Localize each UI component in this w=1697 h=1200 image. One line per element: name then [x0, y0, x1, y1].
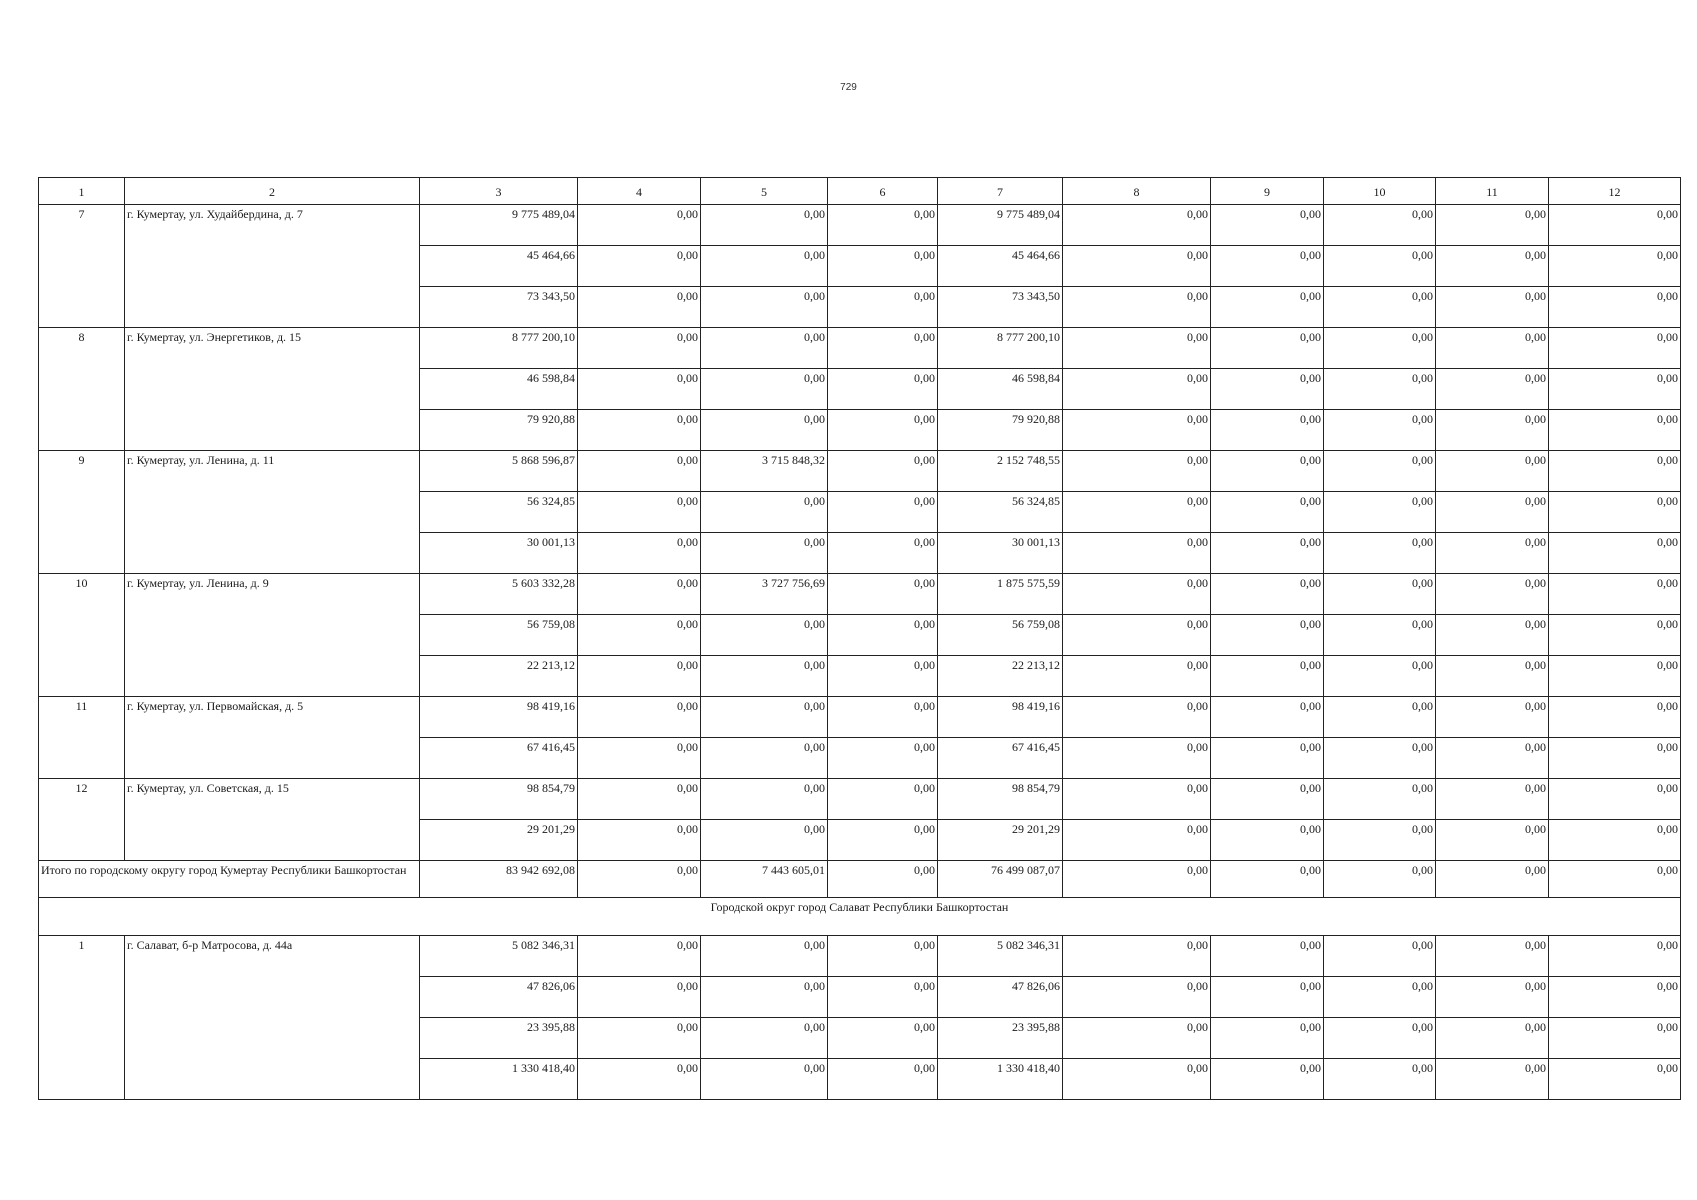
value-cell: 23 395,88	[938, 1018, 1063, 1059]
value-cell: 0,00	[578, 1059, 701, 1100]
value-cell: 0,00	[828, 1018, 938, 1059]
value-cell: 56 324,85	[420, 492, 578, 533]
total-cell: 0,00	[828, 861, 938, 898]
row-index: 12	[39, 779, 125, 861]
header-cell: 7	[938, 178, 1063, 205]
total-row	[39, 861, 1681, 898]
value-cell: 0,00	[578, 451, 701, 492]
value-cell: 0,00	[1063, 656, 1211, 697]
value-cell: 0,00	[1436, 410, 1549, 451]
value-cell: 0,00	[1211, 615, 1324, 656]
value-cell: 73 343,50	[938, 287, 1063, 328]
value-cell: 0,00	[1324, 369, 1436, 410]
value-cell: 0,00	[578, 615, 701, 656]
value-cell: 0,00	[1324, 697, 1436, 738]
value-cell: 0,00	[701, 820, 828, 861]
value-cell: 0,00	[1211, 697, 1324, 738]
total-cell: 7 443 605,01	[701, 861, 828, 898]
value-cell: 0,00	[1436, 369, 1549, 410]
address-cell: г. Кумертау, ул. Ленина, д. 11	[125, 451, 420, 574]
value-cell: 1 875 575,59	[938, 574, 1063, 615]
value-cell: 0,00	[828, 533, 938, 574]
value-cell: 0,00	[1211, 977, 1324, 1018]
value-cell: 0,00	[1324, 936, 1436, 977]
value-cell: 0,00	[701, 246, 828, 287]
table-row	[39, 451, 1681, 492]
value-cell: 0,00	[578, 492, 701, 533]
row-index: 1	[39, 936, 125, 1100]
value-cell: 0,00	[828, 977, 938, 1018]
value-cell: 0,00	[1324, 328, 1436, 369]
value-cell: 0,00	[1063, 492, 1211, 533]
value-cell: 9 775 489,04	[420, 205, 578, 246]
value-cell: 0,00	[828, 779, 938, 820]
table-body-salavat	[39, 936, 1681, 1100]
value-cell: 0,00	[1436, 697, 1549, 738]
total-label: Итого по городскому округу город Кумертау Республики Башкортостан	[39, 861, 420, 898]
value-cell: 8 777 200,10	[938, 328, 1063, 369]
value-cell: 0,00	[1549, 820, 1681, 861]
value-cell: 0,00	[1063, 779, 1211, 820]
value-cell: 0,00	[578, 977, 701, 1018]
value-cell: 56 759,08	[938, 615, 1063, 656]
value-cell: 0,00	[1549, 977, 1681, 1018]
value-cell: 0,00	[1063, 615, 1211, 656]
value-cell: 0,00	[828, 820, 938, 861]
value-cell: 2 152 748,55	[938, 451, 1063, 492]
value-cell: 0,00	[701, 779, 828, 820]
value-cell: 0,00	[1324, 1059, 1436, 1100]
value-cell: 0,00	[1436, 1018, 1549, 1059]
value-cell: 5 082 346,31	[420, 936, 578, 977]
value-cell: 22 213,12	[420, 656, 578, 697]
value-cell: 67 416,45	[938, 738, 1063, 779]
value-cell: 0,00	[1211, 451, 1324, 492]
value-cell: 0,00	[578, 656, 701, 697]
value-cell: 22 213,12	[938, 656, 1063, 697]
value-cell: 0,00	[828, 328, 938, 369]
value-cell: 0,00	[1549, 410, 1681, 451]
value-cell: 0,00	[1324, 656, 1436, 697]
value-cell: 0,00	[1324, 451, 1436, 492]
value-cell: 0,00	[828, 936, 938, 977]
total-cell: 76 499 087,07	[938, 861, 1063, 898]
row-index: 8	[39, 328, 125, 451]
value-cell: 0,00	[1063, 820, 1211, 861]
value-cell: 30 001,13	[420, 533, 578, 574]
value-cell: 0,00	[578, 738, 701, 779]
value-cell: 0,00	[701, 936, 828, 977]
value-cell: 0,00	[1549, 533, 1681, 574]
value-cell: 0,00	[1436, 287, 1549, 328]
header-cell: 1	[39, 178, 125, 205]
value-cell: 29 201,29	[420, 820, 578, 861]
value-cell: 0,00	[1324, 533, 1436, 574]
value-cell: 0,00	[1324, 977, 1436, 1018]
address-cell: г. Кумертау, ул. Худайбердина, д. 7	[125, 205, 420, 328]
value-cell: 5 603 332,28	[420, 574, 578, 615]
value-cell: 0,00	[1063, 246, 1211, 287]
value-cell: 0,00	[1549, 1018, 1681, 1059]
value-cell: 0,00	[578, 287, 701, 328]
value-cell: 0,00	[701, 615, 828, 656]
value-cell: 0,00	[828, 246, 938, 287]
header-cell: 4	[578, 178, 701, 205]
total-cell: 0,00	[1063, 861, 1211, 898]
value-cell: 0,00	[1436, 615, 1549, 656]
value-cell: 0,00	[1549, 697, 1681, 738]
value-cell: 0,00	[1211, 246, 1324, 287]
value-cell: 56 324,85	[938, 492, 1063, 533]
value-cell: 0,00	[1549, 369, 1681, 410]
value-cell: 0,00	[828, 369, 938, 410]
value-cell: 0,00	[578, 533, 701, 574]
value-cell: 0,00	[1549, 574, 1681, 615]
value-cell: 0,00	[1436, 936, 1549, 977]
value-cell: 0,00	[1211, 533, 1324, 574]
value-cell: 0,00	[1211, 328, 1324, 369]
value-cell: 79 920,88	[938, 410, 1063, 451]
value-cell: 0,00	[1436, 820, 1549, 861]
value-cell: 0,00	[701, 328, 828, 369]
value-cell: 0,00	[1436, 533, 1549, 574]
value-cell: 47 826,06	[938, 977, 1063, 1018]
value-cell: 0,00	[1436, 205, 1549, 246]
value-cell: 0,00	[578, 574, 701, 615]
table-row	[39, 779, 1681, 820]
value-cell: 98 854,79	[938, 779, 1063, 820]
value-cell: 0,00	[578, 820, 701, 861]
value-cell: 0,00	[1063, 1018, 1211, 1059]
value-cell: 0,00	[1549, 328, 1681, 369]
value-cell: 0,00	[828, 574, 938, 615]
value-cell: 0,00	[1211, 1018, 1324, 1059]
value-cell: 0,00	[701, 977, 828, 1018]
value-cell: 0,00	[1436, 451, 1549, 492]
value-cell: 0,00	[1436, 779, 1549, 820]
value-cell: 0,00	[1063, 697, 1211, 738]
value-cell: 0,00	[828, 451, 938, 492]
value-cell: 0,00	[1063, 287, 1211, 328]
value-cell: 67 416,45	[420, 738, 578, 779]
value-cell: 0,00	[1436, 574, 1549, 615]
value-cell: 0,00	[1211, 656, 1324, 697]
value-cell: 0,00	[1324, 246, 1436, 287]
value-cell: 0,00	[1549, 205, 1681, 246]
header-cell: 9	[1211, 178, 1324, 205]
value-cell: 0,00	[1063, 1059, 1211, 1100]
value-cell: 0,00	[1436, 492, 1549, 533]
address-cell: г. Салават, б-р Матросова, д. 44а	[125, 936, 420, 1100]
row-index: 9	[39, 451, 125, 574]
value-cell: 5 082 346,31	[938, 936, 1063, 977]
address-cell: г. Кумертау, ул. Ленина, д. 9	[125, 574, 420, 697]
value-cell: 0,00	[1211, 369, 1324, 410]
value-cell: 29 201,29	[938, 820, 1063, 861]
page-number: 729	[840, 82, 857, 93]
value-cell: 0,00	[1211, 410, 1324, 451]
value-cell: 0,00	[1324, 820, 1436, 861]
value-cell: 0,00	[1063, 410, 1211, 451]
value-cell: 0,00	[1063, 369, 1211, 410]
header-cell: 6	[828, 178, 938, 205]
value-cell: 0,00	[828, 615, 938, 656]
header-cell: 10	[1324, 178, 1436, 205]
value-cell: 0,00	[1063, 205, 1211, 246]
value-cell: 1 330 418,40	[420, 1059, 578, 1100]
value-cell: 45 464,66	[938, 246, 1063, 287]
value-cell: 0,00	[1436, 1059, 1549, 1100]
value-cell: 0,00	[1549, 451, 1681, 492]
value-cell: 0,00	[701, 1059, 828, 1100]
value-cell: 0,00	[828, 492, 938, 533]
value-cell: 0,00	[1324, 574, 1436, 615]
value-cell: 0,00	[828, 287, 938, 328]
header-cell: 12	[1549, 178, 1681, 205]
value-cell: 0,00	[701, 492, 828, 533]
value-cell: 0,00	[1436, 656, 1549, 697]
value-cell: 0,00	[1436, 977, 1549, 1018]
value-cell: 3 727 756,69	[701, 574, 828, 615]
value-cell: 0,00	[1211, 936, 1324, 977]
section-row	[39, 898, 1681, 936]
value-cell: 0,00	[701, 738, 828, 779]
value-cell: 30 001,13	[938, 533, 1063, 574]
total-cell: 0,00	[1549, 861, 1681, 898]
total-cell: 0,00	[1211, 861, 1324, 898]
value-cell: 0,00	[1063, 574, 1211, 615]
value-cell: 0,00	[828, 410, 938, 451]
value-cell: 0,00	[1549, 246, 1681, 287]
address-cell: г. Кумертау, ул. Первомайская, д. 5	[125, 697, 420, 779]
value-cell: 0,00	[1324, 492, 1436, 533]
value-cell: 0,00	[701, 533, 828, 574]
value-cell: 98 854,79	[420, 779, 578, 820]
value-cell: 1 330 418,40	[938, 1059, 1063, 1100]
value-cell: 0,00	[578, 246, 701, 287]
value-cell: 0,00	[1549, 738, 1681, 779]
value-cell: 0,00	[701, 205, 828, 246]
value-cell: 45 464,66	[420, 246, 578, 287]
total-cell: 0,00	[578, 861, 701, 898]
value-cell: 5 868 596,87	[420, 451, 578, 492]
value-cell: 79 920,88	[420, 410, 578, 451]
value-cell: 0,00	[1324, 410, 1436, 451]
value-cell: 0,00	[701, 369, 828, 410]
value-cell: 0,00	[1211, 287, 1324, 328]
data-table	[38, 177, 1681, 1100]
value-cell: 0,00	[1211, 779, 1324, 820]
value-cell: 0,00	[1549, 492, 1681, 533]
section-title: Городской округ город Салават Республики Башкортостан	[39, 898, 1681, 936]
value-cell: 0,00	[1063, 451, 1211, 492]
value-cell: 0,00	[1549, 936, 1681, 977]
value-cell: 46 598,84	[420, 369, 578, 410]
header-cell: 2	[125, 178, 420, 205]
header-cell: 5	[701, 178, 828, 205]
value-cell: 0,00	[1211, 820, 1324, 861]
value-cell: 0,00	[828, 656, 938, 697]
value-cell: 56 759,08	[420, 615, 578, 656]
value-cell: 0,00	[1063, 738, 1211, 779]
value-cell: 0,00	[828, 205, 938, 246]
value-cell: 0,00	[1549, 287, 1681, 328]
value-cell: 0,00	[1324, 615, 1436, 656]
value-cell: 0,00	[1549, 779, 1681, 820]
value-cell: 8 777 200,10	[420, 328, 578, 369]
value-cell: 0,00	[828, 738, 938, 779]
value-cell: 0,00	[578, 410, 701, 451]
value-cell: 0,00	[1211, 1059, 1324, 1100]
value-cell: 0,00	[1063, 977, 1211, 1018]
value-cell: 0,00	[578, 936, 701, 977]
value-cell: 0,00	[578, 205, 701, 246]
value-cell: 0,00	[1211, 738, 1324, 779]
table-row	[39, 936, 1681, 977]
address-cell: г. Кумертау, ул. Энергетиков, д. 15	[125, 328, 420, 451]
total-cell: 0,00	[1436, 861, 1549, 898]
value-cell: 0,00	[578, 779, 701, 820]
value-cell: 0,00	[1063, 533, 1211, 574]
value-cell: 0,00	[1324, 287, 1436, 328]
value-cell: 0,00	[1324, 738, 1436, 779]
table-row	[39, 697, 1681, 738]
value-cell: 0,00	[1063, 936, 1211, 977]
value-cell: 73 343,50	[420, 287, 578, 328]
total-cell: 0,00	[1324, 861, 1436, 898]
value-cell: 0,00	[1549, 615, 1681, 656]
value-cell: 0,00	[578, 328, 701, 369]
value-cell: 0,00	[1436, 738, 1549, 779]
row-index: 7	[39, 205, 125, 328]
value-cell: 23 395,88	[420, 1018, 578, 1059]
value-cell: 47 826,06	[420, 977, 578, 1018]
value-cell: 46 598,84	[938, 369, 1063, 410]
value-cell: 0,00	[1436, 328, 1549, 369]
table-body-kumertau	[39, 205, 1681, 861]
value-cell: 3 715 848,32	[701, 451, 828, 492]
value-cell: 0,00	[1211, 574, 1324, 615]
row-index: 10	[39, 574, 125, 697]
value-cell: 0,00	[1324, 779, 1436, 820]
value-cell: 0,00	[1436, 246, 1549, 287]
value-cell: 0,00	[1324, 205, 1436, 246]
value-cell: 0,00	[1549, 656, 1681, 697]
value-cell: 0,00	[701, 656, 828, 697]
value-cell: 0,00	[1549, 1059, 1681, 1100]
value-cell: 0,00	[828, 697, 938, 738]
value-cell: 98 419,16	[938, 697, 1063, 738]
table-row	[39, 574, 1681, 615]
value-cell: 0,00	[1324, 1018, 1436, 1059]
value-cell: 0,00	[578, 1018, 701, 1059]
value-cell: 0,00	[578, 369, 701, 410]
value-cell: 9 775 489,04	[938, 205, 1063, 246]
value-cell: 0,00	[578, 697, 701, 738]
value-cell: 0,00	[1211, 492, 1324, 533]
value-cell: 0,00	[701, 410, 828, 451]
header-row	[39, 178, 1681, 205]
header-cell: 11	[1436, 178, 1549, 205]
header-cell: 8	[1063, 178, 1211, 205]
value-cell: 0,00	[701, 287, 828, 328]
table-total	[39, 861, 1681, 936]
value-cell: 0,00	[701, 1018, 828, 1059]
value-cell: 98 419,16	[420, 697, 578, 738]
header-cell: 3	[420, 178, 578, 205]
value-cell: 0,00	[701, 697, 828, 738]
value-cell: 0,00	[1063, 328, 1211, 369]
table-row	[39, 328, 1681, 369]
total-cell: 83 942 692,08	[420, 861, 578, 898]
row-index: 11	[39, 697, 125, 779]
address-cell: г. Кумертау, ул. Советская, д. 15	[125, 779, 420, 861]
value-cell: 0,00	[1211, 205, 1324, 246]
table-row	[39, 205, 1681, 246]
value-cell: 0,00	[828, 1059, 938, 1100]
